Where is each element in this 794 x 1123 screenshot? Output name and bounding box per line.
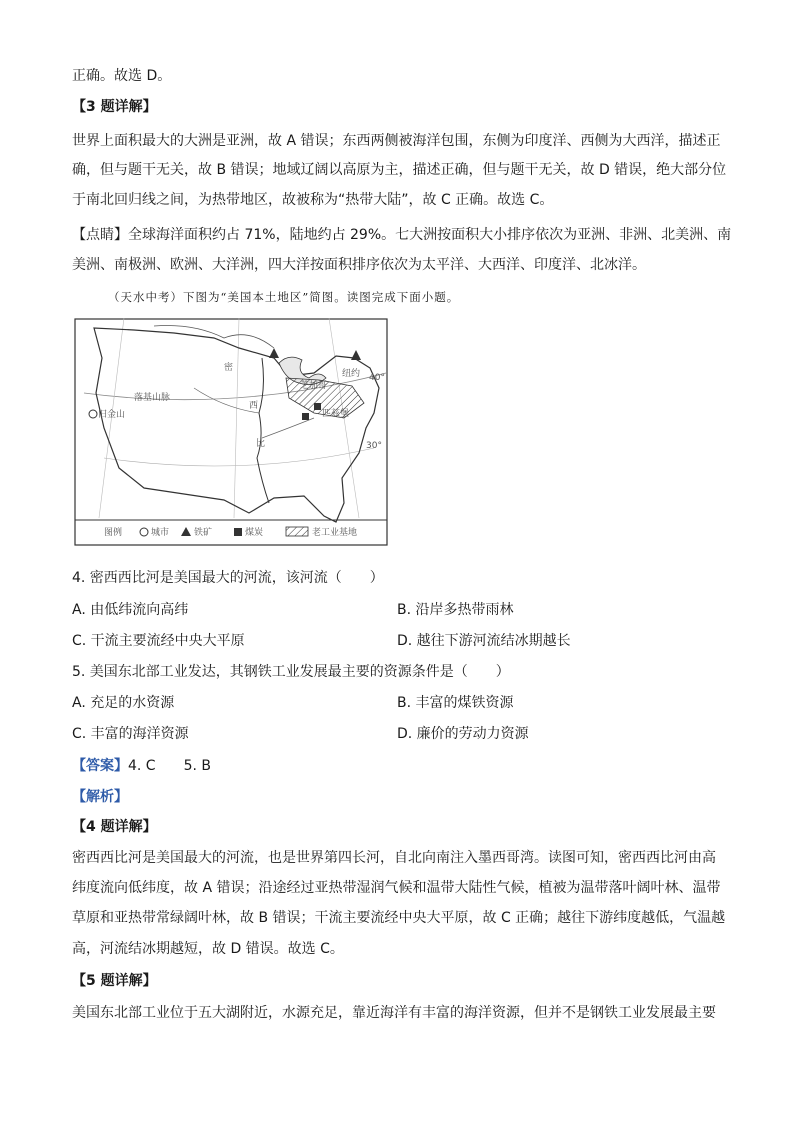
map-label-city: 旧金山 [98,410,126,420]
answer-text: 4. C 5. B [128,758,211,774]
detail4-line-2: 纬度流向低纬度，故 A 错误；沿途经过亚热带湿润气候和温带大陆性气候，植被为温带落叶阔叶林、温带 [72,880,721,896]
map-label-chicago: 芝加哥 [300,381,328,391]
q5-option-d[interactable]: D. 廉价的劳动力资源 [397,726,529,742]
map-label-lat40: 40° [369,373,385,383]
detail5-heading: 【5 题详解】 [72,973,157,989]
q4-option-a[interactable]: A. 由低纬流向高纬 [72,602,189,618]
body-line-1: 正确。故选 D。 [72,68,172,84]
map-label-region-n: 密 [224,363,234,373]
detail4-line-3: 草原和亚热带常绿阔叶林，故 B 错误；干流主要流经中央大平原，故 C 正确；越往下游纬度越低，气温越 [72,910,726,926]
detail4-heading: 【4 题详解】 [72,819,157,835]
q4-option-b[interactable]: B. 沿岸多热带雨林 [397,602,514,618]
map-label-hill: 落基山脉 [134,393,171,403]
map-label-ny: 纽约 [342,369,361,379]
section-heading-3: 【3 题详解】 [72,99,157,115]
legend-industry-icon [286,527,308,536]
q5-option-c[interactable]: C. 丰富的海洋资源 [72,726,189,742]
analysis-line [72,786,128,806]
map-label-pittsburgh: 匹兹堡 [322,409,350,419]
body-line-5: 于南北回归线之间，为热带地区，故被称为“热带大陆”，故 C 正确。故选 C。 [72,192,554,208]
question-intro: （天水中考）下图为“美国本土地区”简图。读图完成下面小题。 [108,290,460,304]
legend-city-icon [140,528,148,536]
answer-tag: 【答案】 [72,758,128,774]
legend-coal-icon [234,528,242,536]
analysis-tag: 【解析】 [72,789,128,805]
legend-title: 图例 [104,528,123,538]
legend-coal: 煤炭 [245,528,264,538]
detail5-line-1: 美国东北部工业位于五大湖附近，水源充足，靠近海洋有丰富的海洋资源，但并不是钢铁工业发展最主要 [72,1005,716,1021]
body-line-7: 美洲、南极洲、欧洲、大洋洲，四大洋按面积排序依次为太平洋、大西洋、印度洋、北冰洋。 [72,257,646,273]
city-symbol-sf [89,410,97,418]
coal-symbol-2 [302,413,309,420]
body-line-4: 确，但与题干无关，故 B 错误；地域辽阔以高原为主，描述正确，但与题干无关，故 D 错误，绝大部分位 [72,162,727,178]
q4-option-c[interactable]: C. 干流主要流经中央大平原 [72,633,245,649]
legend-iron: 铁矿 [194,528,213,538]
q4-option-d[interactable]: D. 越往下游河流结冰期越长 [397,633,571,649]
detail4-line-1: 密西西比河是美国最大的河流，也是世界第四长河，自北向南注入墨西哥湾。读图可知，密西西比河由高 [72,850,716,866]
map-label-region-e: 比 [256,439,266,449]
q5-option-a[interactable]: A. 充足的水资源 [72,695,175,711]
q5-stem: 5. 美国东北部工业发达，其钢铁工业发展最主要的资源条件是（ ） [72,664,510,680]
legend-city: 城市 [151,528,170,538]
us-map-figure [74,318,388,546]
map-label-lat30: 30° [366,441,382,451]
map-label-region-w: 西 [249,401,259,411]
q4-stem: 4. 密西西比河是美国最大的河流，该河流（ ） [72,570,384,586]
body-line-6: 【点睛】全球海洋面积约占 71%，陆地约占 29%。七大洲按面积大小排序依次为亚洲、非洲、北美洲、南 [72,227,732,243]
q5-option-b[interactable]: B. 丰富的煤铁资源 [397,695,514,711]
coal-symbol-1 [314,403,321,410]
legend-industry: 老工业基地 [312,528,358,538]
answer-line [72,755,211,775]
detail4-line-4: 高，河流结冰期越短，故 D 错误。故选 C。 [72,941,344,957]
body-line-3: 世界上面积最大的大洲是亚洲，故 A 错误；东西两侧被海洋包围，东侧为印度洋、西侧为大西洋，描述正 [72,133,721,149]
